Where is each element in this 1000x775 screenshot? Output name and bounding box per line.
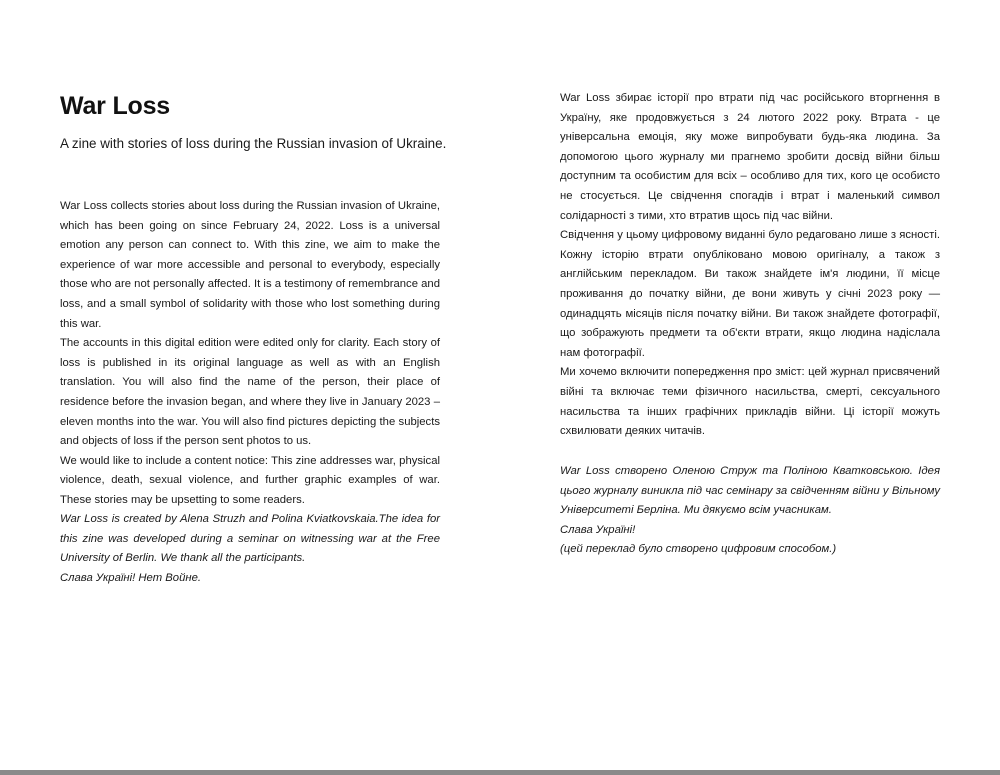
intro-paragraph: War Loss collects stories about loss during the Russian invasion of Ukraine, which has been going on since February 24, 2022. Loss is a universal emotion any person can connect to. With this zine, we aim to make the experience of war more accessible and personal to everybody, especially those who are not personally affected. It is a testimony of remembrance and loss, and a small symbol of solidarity with those who lost something during this war.: [60, 200, 440, 330]
intro-paragraph: War Loss збирає історії про втрати під час російського вторгнення в Україну, яке продовжується з 24 лютого 2022 року. Втрата - це універсальна емоція, яку може випробувати будь-яка людина. За допомогою цього журналу ми прагнемо зробити досвід війни більш доступним та особистим для всіх – особливо для тих, кого це особисто не стосується. Це свідчення спогадів і втрат і маленький символ солідарності з тими, хто втратив щось під час війни.: [560, 92, 940, 222]
ukrainian-intro: [560, 89, 940, 442]
credits-closing: Слава Україні!: [560, 523, 636, 536]
intro-paragraph: Ми хочемо включити попередження про зміст: цей журнал присвячений війні та включає теми фізичного насильства, смерті, сексуального насильства та інших графічних прикладів війни. Ці історії можуть схвилювати деяких читачів.: [560, 366, 940, 438]
translation-note: (цей переклад було створено цифровим способом.): [560, 543, 837, 556]
intro-paragraph: We would like to include a content notice: This zine addresses war, physical violence, death, sexual violence, and further graphic examples of war. These stories may be upsetting to some readers.: [60, 454, 440, 506]
page-title: War Loss: [60, 92, 170, 120]
page-subtitle: A zine with stories of loss during the Russian invasion of Ukraine.: [60, 136, 447, 151]
viewer-bottom-edge: [0, 770, 1000, 775]
ukrainian-credits: [560, 462, 940, 560]
credits-paragraph: War Loss створено Оленою Струж та Поліною Кватковською. Ідея цього журналу виникла під час семінару за свідченням війни у Вільному Університеті Берліна. Ми дякуємо всім учасникам.: [560, 465, 940, 517]
english-intro: [60, 197, 440, 511]
credits-closing: Слава Україні! Нет Войне.: [60, 571, 201, 584]
right-page: [500, 0, 1000, 770]
english-credits: [60, 510, 440, 588]
intro-paragraph: Свідчення у цьому цифровому виданні було редаговано лише з ясності. Кожну історію втрати опубліковано мовою оригіналу, а також з англійським перекладом. Ви також знайдете ім'я людини, її місце проживання до початку війни, де вони живуть у січні 2023 року — одинадцять місяців після початку війни. Ви також знайдете фотографії, що зображують предмети та об'єкти втрати, якщо людина надіслала нам фотографії.: [560, 229, 940, 359]
intro-paragraph: The accounts in this digital edition were edited only for clarity. Each story of loss is published in its original language as well as with an English translation. You will also find the name of the person, their place of residence before the invasion began, and where they live in January 2023 – eleven months into the war. You will also find pictures depicting the subjects and objects of loss if the person sent photos to us.: [60, 337, 440, 448]
credits-paragraph: War Loss is created by Alena Struzh and Polina Kviatkovskaia.The idea for this zine was developed during a seminar on witnessing war at the Free University of Berlin. We thank all the participants.: [60, 513, 440, 565]
left-page: [0, 0, 500, 770]
